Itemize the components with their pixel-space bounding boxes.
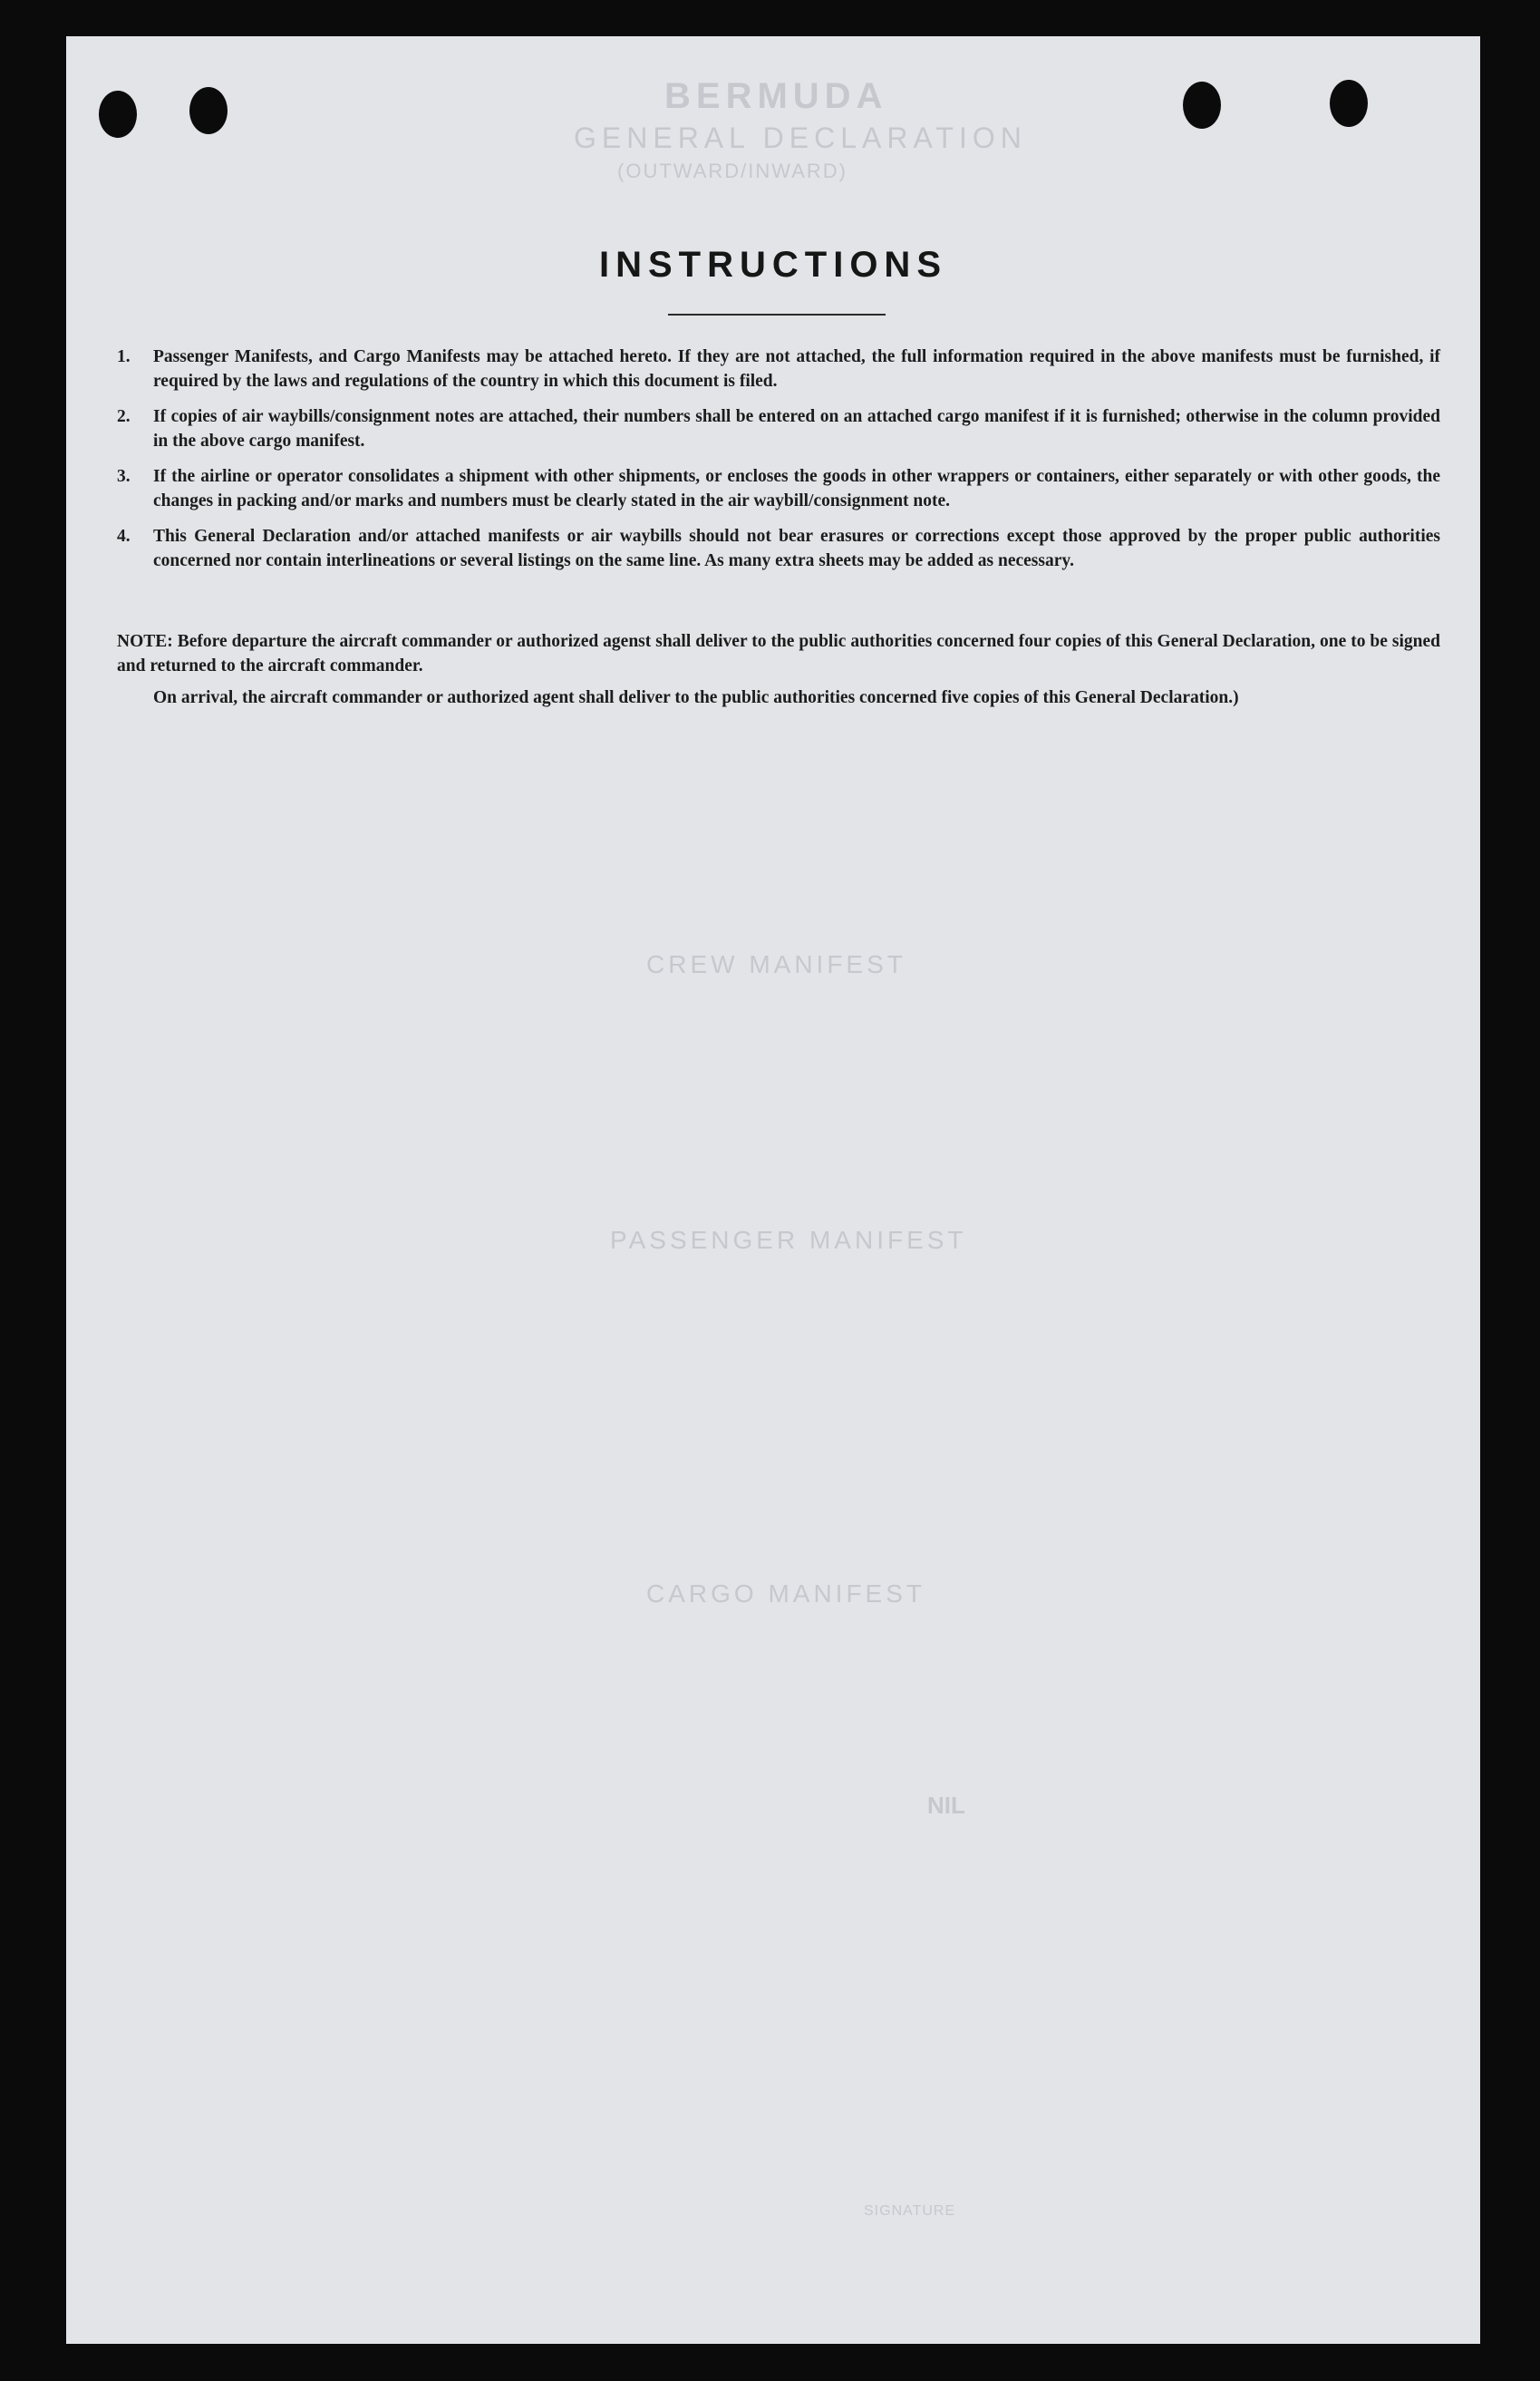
punch-hole-left-1	[99, 91, 137, 138]
instruction-text: If copies of air waybills/consignment notes are attached, their numbers shall be entered on an attached cargo manifest if it is furnished; otherwise in the column provided in the above cargo manifest.	[153, 407, 1440, 451]
instruction-item	[117, 345, 1440, 394]
show-through-crew-manifest: CREW MANIFEST	[646, 950, 906, 978]
instruction-item	[117, 524, 1440, 573]
title-underline	[668, 314, 886, 316]
show-through-signature: SIGNATURE	[864, 2203, 956, 2219]
instruction-text: This General Declaration and/or attached manifests or air waybills should not bear erasures or corrections except those approved by the proper public authorities concerned nor contain interlineations or several listings on the same line. As many extra sheets may be added as necessary.	[153, 527, 1440, 570]
punch-hole-right-1	[1183, 82, 1221, 129]
show-through-nil: NIL	[927, 1792, 965, 1819]
instruction-text: If the airline or operator consolidates a shipment with other shipments, or encloses the goods in other wrappers or containers, either separately or with other goods, the changes in packing and/or marks and numbers must be clearly stated in the air waybill/consignment note.	[153, 467, 1440, 510]
instruction-item	[117, 404, 1440, 453]
page-title: INSTRUCTIONS	[599, 245, 947, 285]
instruction-text: Passenger Manifests, and Cargo Manifests may be attached hereto. If they are not attached, the full information required in the above manifests must be furnished, if required by the laws and regulations of the country in which this document is filed.	[153, 347, 1440, 391]
punch-hole-left-2	[189, 87, 228, 134]
instruction-number: 3.	[117, 467, 131, 486]
instruction-number: 1.	[117, 347, 131, 366]
show-through-cargo-manifest: CARGO MANIFEST	[646, 1579, 926, 1608]
note-block	[117, 629, 1440, 717]
note-label: NOTE:	[117, 632, 173, 651]
punch-hole-right-2	[1330, 80, 1368, 127]
instruction-item	[117, 464, 1440, 513]
show-through-passenger-manifest: PASSENGER MANIFEST	[610, 1226, 967, 1254]
note-text: Before departure the aircraft commander or authorized agenst shall deliver to the public authorities concerned four copies of this General Declaration, one to be signed and returned to the aircraft commander.	[117, 632, 1440, 675]
note-paragraph	[117, 629, 1440, 678]
instruction-number: 2.	[117, 407, 131, 426]
document-page	[66, 36, 1480, 2344]
show-through-form-title: GENERAL DECLARATION	[574, 121, 1027, 154]
instructions-list	[117, 345, 1440, 584]
instruction-number: 4.	[117, 527, 131, 546]
show-through-country: BERMUDA	[664, 76, 888, 116]
note-arrival-text: On arrival, the aircraft commander or authorized agent shall deliver to the public authorities concerned five copies of this General Declaration.)	[153, 688, 1239, 707]
show-through-direction: (OUTWARD/INWARD)	[617, 160, 847, 182]
